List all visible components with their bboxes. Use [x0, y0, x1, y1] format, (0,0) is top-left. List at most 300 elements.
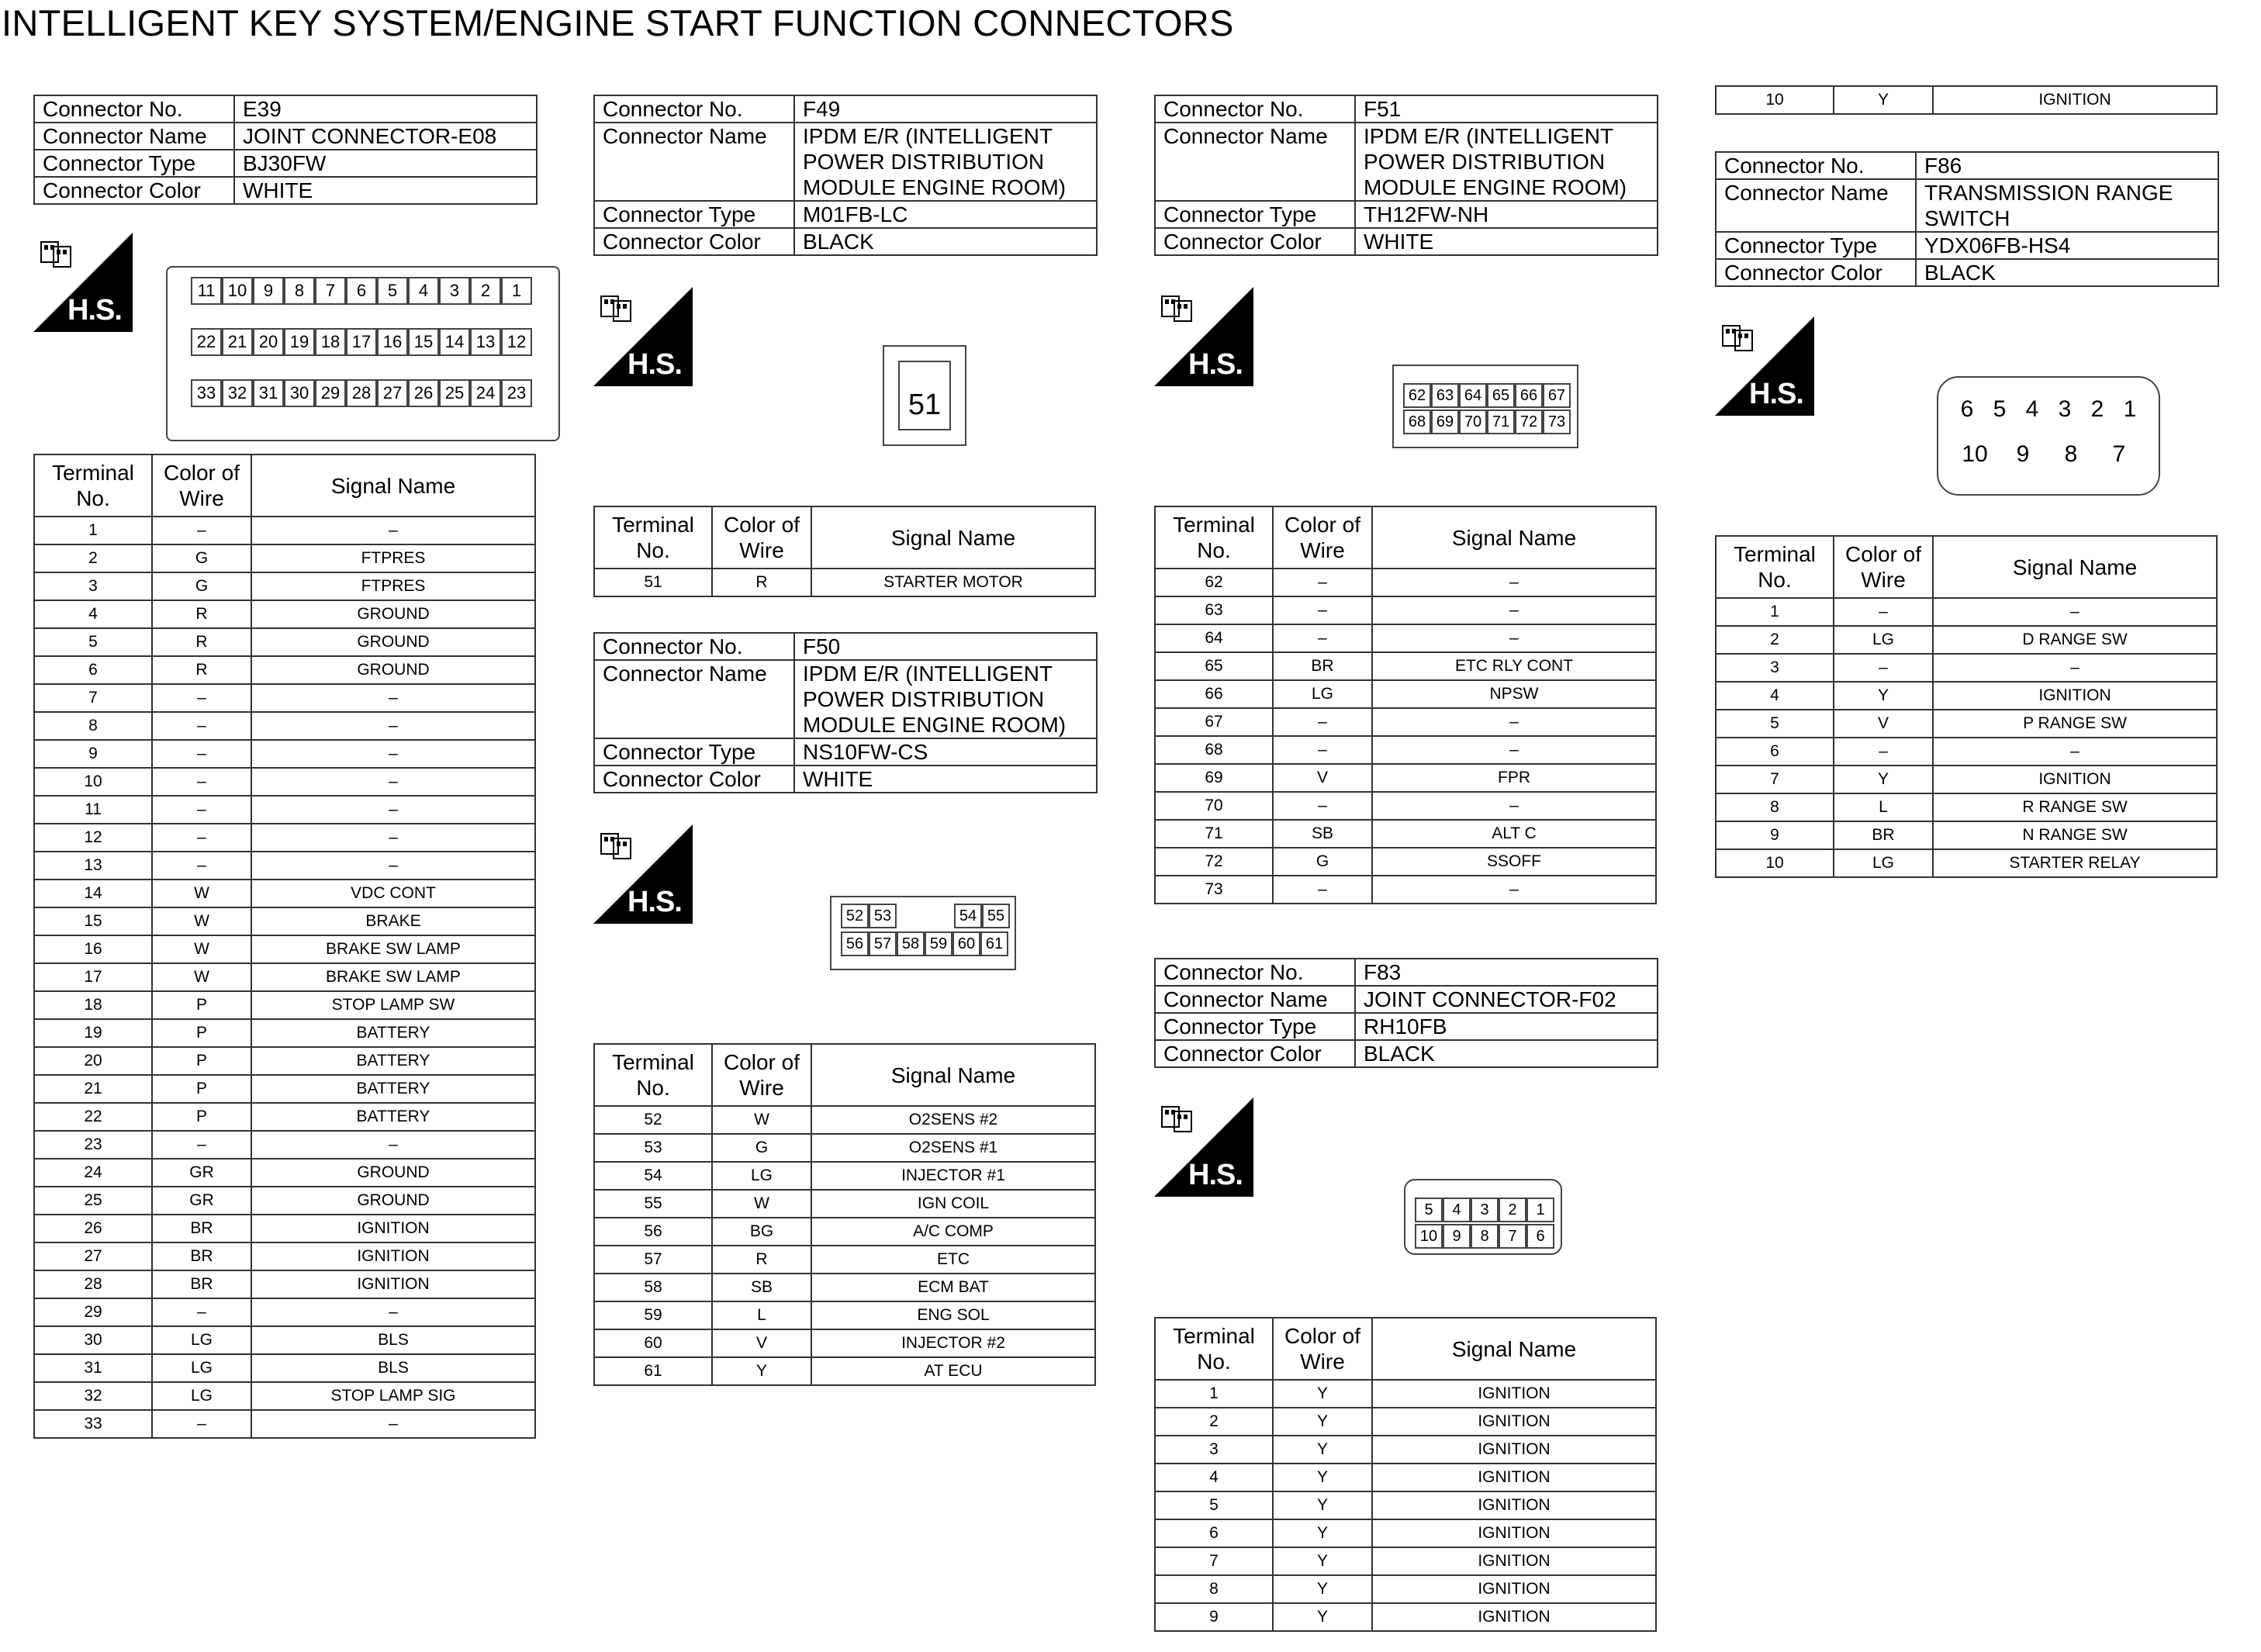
terminal-table-f83: Terminal No. Color of Wire Signal Name 1 Y IGNITION 2 Y IGNITION 3 Y IGNITION 4 Y IGNITION 5 Y IGNITION 6 Y IGNITION 7 Y IGNITION 8 Y IGNITION 9 Y IGNITION: [1154, 1317, 1657, 1632]
pin: 2: [1499, 1198, 1526, 1222]
terminal-no: 19: [34, 1019, 152, 1047]
signal-name: GROUND: [251, 656, 535, 684]
wire-color: Y: [1273, 1464, 1372, 1491]
terminal-no: 7: [34, 684, 152, 712]
wire-color: Y: [1834, 682, 1933, 710]
hs-label: H.S.: [1188, 1159, 1243, 1191]
wire-color: GR: [152, 1159, 251, 1187]
connector-color: BLACK: [794, 228, 1097, 255]
wire-color: –: [1273, 736, 1372, 764]
table-row: [1716, 821, 2217, 849]
table-row: [1716, 849, 2217, 877]
table-row: [34, 991, 535, 1019]
wire-color: LG: [152, 1354, 251, 1382]
signal-name: –: [1372, 792, 1656, 820]
wire-color: G: [712, 1134, 811, 1162]
pin: 69: [1431, 410, 1459, 434]
signal-name: R RANGE SW: [1933, 793, 2217, 821]
connector-color: WHITE: [234, 177, 537, 204]
table-row: [34, 1354, 535, 1382]
signal-name: –: [1372, 736, 1656, 764]
wire-color: V: [1834, 710, 1933, 738]
table-row: [34, 1298, 535, 1326]
table-row: [1155, 1464, 1656, 1491]
terminal-no: 4: [1716, 682, 1834, 710]
wire-color: SB: [1273, 820, 1372, 848]
pin: 68: [1403, 410, 1431, 434]
pin: 64: [1459, 383, 1487, 408]
connector-name: IPDM E/R (INTELLIGENT POWER DISTRIBUTION MODULE ENGINE ROOM): [794, 123, 1097, 201]
pin: 58: [897, 931, 925, 956]
table-row: [34, 1382, 535, 1410]
signal-name: –: [251, 740, 535, 768]
wire-color: P: [152, 1103, 251, 1131]
terminal-no: 72: [1155, 848, 1273, 876]
signal-name: GROUND: [251, 1159, 535, 1187]
pin: 2: [2090, 396, 2104, 422]
signal-name: O2SENS #1: [811, 1134, 1095, 1162]
pin: 67: [1543, 383, 1571, 408]
table-row: [594, 569, 1095, 596]
table-row: [34, 935, 535, 963]
table-row: [34, 907, 535, 935]
pin: 4: [2025, 396, 2039, 422]
signal-name: –: [251, 1410, 535, 1438]
pin: 20: [253, 328, 284, 356]
table-row: [34, 1019, 535, 1047]
wire-color: Y: [1273, 1491, 1372, 1519]
terminal-no: 10: [1716, 86, 1834, 114]
wire-color: –: [152, 768, 251, 796]
wire-color: –: [1273, 569, 1372, 596]
table-row: [1155, 596, 1656, 624]
pin: 66: [1515, 383, 1543, 408]
connector-name: TRANSMISSION RANGE SWITCH: [1916, 179, 2218, 232]
terminal-no: 4: [34, 600, 152, 628]
table-row: [594, 1218, 1095, 1246]
connector-name: IPDM E/R (INTELLIGENT POWER DISTRIBUTION MODULE ENGINE ROOM): [1355, 123, 1658, 201]
pin: 70: [1459, 410, 1487, 434]
signal-name: AT ECU: [811, 1357, 1095, 1385]
table-row: [34, 572, 535, 600]
signal-name: STARTER RELAY: [1933, 849, 2217, 877]
signal-name: IGNITION: [251, 1270, 535, 1298]
terminal-no: 5: [1155, 1491, 1273, 1519]
pin: 11: [191, 277, 222, 305]
connector-name: JOINT CONNECTOR-E08: [234, 123, 537, 150]
wire-color: LG: [1273, 680, 1372, 708]
table-row: [1155, 764, 1656, 792]
table-row: [34, 1131, 535, 1159]
signal-name: –: [251, 684, 535, 712]
terminal-no: 13: [34, 852, 152, 880]
wire-color: L: [712, 1301, 811, 1329]
table-row: [34, 796, 535, 824]
pin: 17: [346, 328, 377, 356]
signal-name: STARTER MOTOR: [811, 569, 1095, 596]
signal-name: ENG SOL: [811, 1301, 1095, 1329]
harness-side-icon: [33, 233, 133, 332]
terminal-no: 73: [1155, 876, 1273, 904]
signal-name: GROUND: [251, 1187, 535, 1215]
terminal-no: 59: [594, 1301, 712, 1329]
connector-type: BJ30FW: [234, 150, 537, 177]
pin: 5: [377, 277, 408, 305]
pin: 13: [470, 328, 501, 356]
table-row: [34, 824, 535, 852]
signal-name: IGNITION: [1933, 766, 2217, 793]
signal-name: BLS: [251, 1326, 535, 1354]
wire-color: P: [152, 991, 251, 1019]
terminal-no: 2: [1155, 1408, 1273, 1436]
pin: 23: [501, 379, 532, 407]
terminal-no: 12: [34, 824, 152, 852]
pin: 21: [222, 328, 253, 356]
wire-color: W: [712, 1190, 811, 1218]
wire-color: R: [152, 628, 251, 656]
terminal-no: 9: [34, 740, 152, 768]
signal-name: IGN COIL: [811, 1190, 1095, 1218]
signal-name: IGNITION: [1933, 86, 2217, 114]
table-row: [34, 1215, 535, 1242]
terminal-no: 10: [1716, 849, 1834, 877]
terminal-no: 30: [34, 1326, 152, 1354]
wire-color: P: [152, 1075, 251, 1103]
pin: 62: [1403, 383, 1431, 408]
wire-color: Y: [712, 1357, 811, 1385]
terminal-no: 53: [594, 1134, 712, 1162]
terminal-no: 69: [1155, 764, 1273, 792]
terminal-no: 61: [594, 1357, 712, 1385]
signal-name: BATTERY: [251, 1103, 535, 1131]
pin: 7: [315, 277, 346, 305]
signal-name: IGNITION: [1372, 1575, 1656, 1603]
terminal-no: 6: [34, 656, 152, 684]
table-row: [34, 1103, 535, 1131]
table-row: [594, 1134, 1095, 1162]
harness-side-icon: [1715, 316, 1814, 416]
table-row: [34, 768, 535, 796]
wire-color: Y: [1834, 86, 1933, 114]
wire-color: LG: [152, 1326, 251, 1354]
signal-name: IGNITION: [1372, 1491, 1656, 1519]
wire-color: –: [1834, 738, 1933, 766]
terminal-no: 15: [34, 907, 152, 935]
pin: 73: [1543, 410, 1571, 434]
terminal-no: 5: [1716, 710, 1834, 738]
signal-name: IGNITION: [1372, 1408, 1656, 1436]
wire-color: –: [152, 684, 251, 712]
page-title: INTELLIGENT KEY SYSTEM/ENGINE START FUNCTION CONNECTORS: [2, 2, 1234, 43]
connector-info-f49: Connector No. F49 Connector Name IPDM E/R (INTELLIGENT POWER DISTRIBUTION MODULE ENGINE ROOM) Connector Type M01FB-LC Connector Color BLACK: [593, 95, 1098, 256]
terminal-no: 18: [34, 991, 152, 1019]
wire-color: LG: [712, 1162, 811, 1190]
terminal-no: 6: [1155, 1519, 1273, 1547]
signal-name: –: [1372, 569, 1656, 596]
pin: 4: [1443, 1198, 1471, 1222]
pin: 1: [2123, 396, 2137, 422]
pin: 65: [1487, 383, 1515, 408]
signal-name: –: [251, 1131, 535, 1159]
signal-name: –: [251, 824, 535, 852]
pin: 1: [501, 277, 532, 305]
table-row: [594, 1301, 1095, 1329]
table-row: [34, 740, 535, 768]
pin: 59: [925, 931, 952, 956]
table-row: [1155, 736, 1656, 764]
signal-name: INJECTOR #1: [811, 1162, 1095, 1190]
wire-color: R: [152, 656, 251, 684]
connector-no: F49: [794, 95, 1097, 123]
pin: 29: [315, 379, 346, 407]
hs-label: H.S.: [67, 294, 122, 327]
table-row: [34, 684, 535, 712]
wire-color: LG: [152, 1382, 251, 1410]
wire-color: –: [1834, 654, 1933, 682]
connector-no: F86: [1916, 152, 2218, 179]
signal-name: IGNITION: [1372, 1436, 1656, 1464]
signal-name: ALT C: [1372, 820, 1656, 848]
terminal-no: 26: [34, 1215, 152, 1242]
pin: 60: [952, 931, 980, 956]
table-row: [1716, 626, 2217, 654]
terminal-no: 28: [34, 1270, 152, 1298]
pin: 53: [869, 904, 897, 928]
wire-color: –: [1273, 792, 1372, 820]
terminal-no: 3: [1716, 654, 1834, 682]
terminal-no: 1: [1716, 598, 1834, 626]
terminal-no: 1: [1155, 1380, 1273, 1408]
signal-name: GROUND: [251, 600, 535, 628]
table-row: [594, 1190, 1095, 1218]
terminal-no: 67: [1155, 708, 1273, 736]
table-row: [1155, 652, 1656, 680]
terminal-table-f49: Terminal No. Color of Wire Signal Name 51 R STARTER MOTOR: [593, 506, 1096, 597]
connector-color: WHITE: [1355, 228, 1658, 255]
wire-color: BR: [1273, 652, 1372, 680]
wire-color: Y: [1834, 766, 1933, 793]
wire-color: G: [1273, 848, 1372, 876]
table-row: [34, 1270, 535, 1298]
signal-name: ETC: [811, 1246, 1095, 1274]
table-row: [34, 1075, 535, 1103]
table-row: [1155, 1603, 1656, 1631]
signal-name: ECM BAT: [811, 1274, 1095, 1301]
terminal-no: 3: [34, 572, 152, 600]
signal-name: VDC CONT: [251, 880, 535, 907]
wire-color: –: [1273, 596, 1372, 624]
terminal-no: 7: [1716, 766, 1834, 793]
terminal-no: 4: [1155, 1464, 1273, 1491]
connector-type: RH10FB: [1355, 1013, 1658, 1040]
terminal-no: 62: [1155, 569, 1273, 596]
pin: 5: [1993, 396, 2007, 422]
pin: 6: [1526, 1224, 1554, 1249]
wire-color: –: [152, 1410, 251, 1438]
wire-color: W: [152, 880, 251, 907]
signal-name: IGNITION: [251, 1215, 535, 1242]
connector-info-f86: Connector No. F86 Connector Name TRANSMISSION RANGE SWITCH Connector Type YDX06FB-HS4 Connector Color BLACK: [1715, 151, 2219, 287]
signal-name: –: [251, 796, 535, 824]
table-row: [1716, 793, 2217, 821]
pin: 8: [284, 277, 315, 305]
wire-color: W: [152, 963, 251, 991]
signal-name: FTPRES: [251, 572, 535, 600]
pin: 30: [284, 379, 315, 407]
table-row: [1155, 1408, 1656, 1436]
harness-side-icon: [1154, 287, 1253, 386]
table-row: [1155, 820, 1656, 848]
terminal-no: 23: [34, 1131, 152, 1159]
signal-name: D RANGE SW: [1933, 626, 2217, 654]
terminal-no: 10: [34, 768, 152, 796]
signal-name: SSOFF: [1372, 848, 1656, 876]
connector-type: TH12FW-NH: [1355, 201, 1658, 228]
pin: 3: [2058, 396, 2072, 422]
wire-color: P: [152, 1047, 251, 1075]
signal-name: STOP LAMP SW: [251, 991, 535, 1019]
pin: 12: [501, 328, 532, 356]
pin: 56: [841, 931, 869, 956]
terminal-no: 58: [594, 1274, 712, 1301]
table-row: [1155, 1575, 1656, 1603]
table-row: [34, 656, 535, 684]
pin: 2: [470, 277, 501, 305]
signal-name: –: [1372, 876, 1656, 904]
table-row: [594, 1357, 1095, 1385]
terminal-no: 51: [594, 569, 712, 596]
table-row: [594, 1274, 1095, 1301]
wire-color: R: [152, 600, 251, 628]
pin: 18: [315, 328, 346, 356]
hs-label: H.S.: [1188, 348, 1243, 381]
signal-name: –: [1933, 738, 2217, 766]
pin: 33: [191, 379, 222, 407]
signal-name: GROUND: [251, 628, 535, 656]
table-row: [34, 628, 535, 656]
signal-name: –: [251, 768, 535, 796]
signal-name: FTPRES: [251, 544, 535, 572]
wire-color: G: [152, 572, 251, 600]
harness-side-icon: [1154, 1097, 1253, 1197]
signal-name: A/C COMP: [811, 1218, 1095, 1246]
pin: 10: [1415, 1224, 1443, 1249]
terminal-no: 8: [1716, 793, 1834, 821]
pin: 9: [253, 277, 284, 305]
terminal-no: 11: [34, 796, 152, 824]
pin: 7: [1499, 1224, 1526, 1249]
wire-color: Y: [1273, 1575, 1372, 1603]
connector-face-f51: [1392, 365, 1578, 448]
harness-side-icon: [593, 287, 693, 386]
connector-info-f83: Connector No. F83 Connector Name JOINT CONNECTOR-F02 Connector Type RH10FB Connector Color BLACK: [1154, 958, 1658, 1068]
terminal-no: 5: [34, 628, 152, 656]
wire-color: –: [1834, 598, 1933, 626]
connector-type: M01FB-LC: [794, 201, 1097, 228]
table-row: [1155, 1380, 1656, 1408]
table-row: [1716, 654, 2217, 682]
signal-name: BLS: [251, 1354, 535, 1382]
wire-color: R: [712, 1246, 811, 1274]
wire-color: GR: [152, 1187, 251, 1215]
wire-color: W: [712, 1106, 811, 1134]
pin: 5: [1415, 1198, 1443, 1222]
wire-color: –: [1273, 876, 1372, 904]
table-row: [1716, 86, 2217, 114]
table-row: [594, 1106, 1095, 1134]
table-row: [1716, 710, 2217, 738]
table-row: [594, 1162, 1095, 1190]
wire-color: BR: [152, 1215, 251, 1242]
terminal-table-f86: Terminal No. Color of Wire Signal Name 1 – – 2 LG D RANGE SW 3 – – 4 Y IGNITION 5 V P RANGE SW 6 – – 7 Y IGNITION 8 L R RANGE SW 9 BR N RANGE SW 10 LG STARTER RELAY: [1715, 535, 2218, 878]
connector-face-f50: [830, 896, 1016, 970]
terminal-no: 63: [1155, 596, 1273, 624]
connector-name: JOINT CONNECTOR-F02: [1355, 986, 1658, 1013]
table-row: [34, 1242, 535, 1270]
wire-color: BR: [1834, 821, 1933, 849]
hs-label: H.S.: [627, 886, 682, 918]
connector-info-f51: Connector No. F51 Connector Name IPDM E/R (INTELLIGENT POWER DISTRIBUTION MODULE ENGINE ROOM) Connector Type TH12FW-NH Connector Color WHITE: [1154, 95, 1658, 256]
pin-gap: [897, 904, 954, 928]
connector-color: WHITE: [794, 766, 1097, 793]
table-row: [1155, 792, 1656, 820]
signal-name: IGNITION: [1372, 1519, 1656, 1547]
pin: 3: [1471, 1198, 1499, 1222]
terminal-table-f83-continued: [1715, 85, 2218, 115]
table-row: [34, 880, 535, 907]
terminal-no: 16: [34, 935, 152, 963]
signal-name: –: [1372, 708, 1656, 736]
terminal-no: 68: [1155, 736, 1273, 764]
table-row: [1155, 680, 1656, 708]
signal-name: –: [1372, 624, 1656, 652]
signal-name: IGNITION: [1372, 1547, 1656, 1575]
table-row: [34, 1187, 535, 1215]
table-row: [1716, 738, 2217, 766]
terminal-no: 33: [34, 1410, 152, 1438]
wire-color: R: [712, 569, 811, 596]
terminal-no: 31: [34, 1354, 152, 1382]
terminal-no: 20: [34, 1047, 152, 1075]
wire-color: BR: [152, 1270, 251, 1298]
signal-name: BATTERY: [251, 1075, 535, 1103]
connector-color: BLACK: [1355, 1040, 1658, 1067]
pin: 25: [439, 379, 470, 407]
wire-color: Y: [1273, 1408, 1372, 1436]
wire-color: W: [152, 935, 251, 963]
wire-color: LG: [1834, 849, 1933, 877]
pin: 54: [954, 904, 982, 928]
pin: 51: [898, 361, 951, 430]
pin: 3: [439, 277, 470, 305]
signal-name: STOP LAMP SIG: [251, 1382, 535, 1410]
terminal-no: 54: [594, 1162, 712, 1190]
table-row: [1155, 1491, 1656, 1519]
signal-name: –: [251, 517, 535, 544]
wire-color: Y: [1273, 1603, 1372, 1631]
table-row: [1155, 708, 1656, 736]
wire-color: –: [152, 1131, 251, 1159]
terminal-no: 14: [34, 880, 152, 907]
terminal-no: 2: [34, 544, 152, 572]
pin: 6: [346, 277, 377, 305]
wire-color: –: [152, 852, 251, 880]
hs-label: H.S.: [627, 348, 682, 381]
wire-color: BR: [152, 1242, 251, 1270]
signal-name: BRAKE SW LAMP: [251, 935, 535, 963]
wire-color: W: [152, 907, 251, 935]
pin: 71: [1487, 410, 1515, 434]
